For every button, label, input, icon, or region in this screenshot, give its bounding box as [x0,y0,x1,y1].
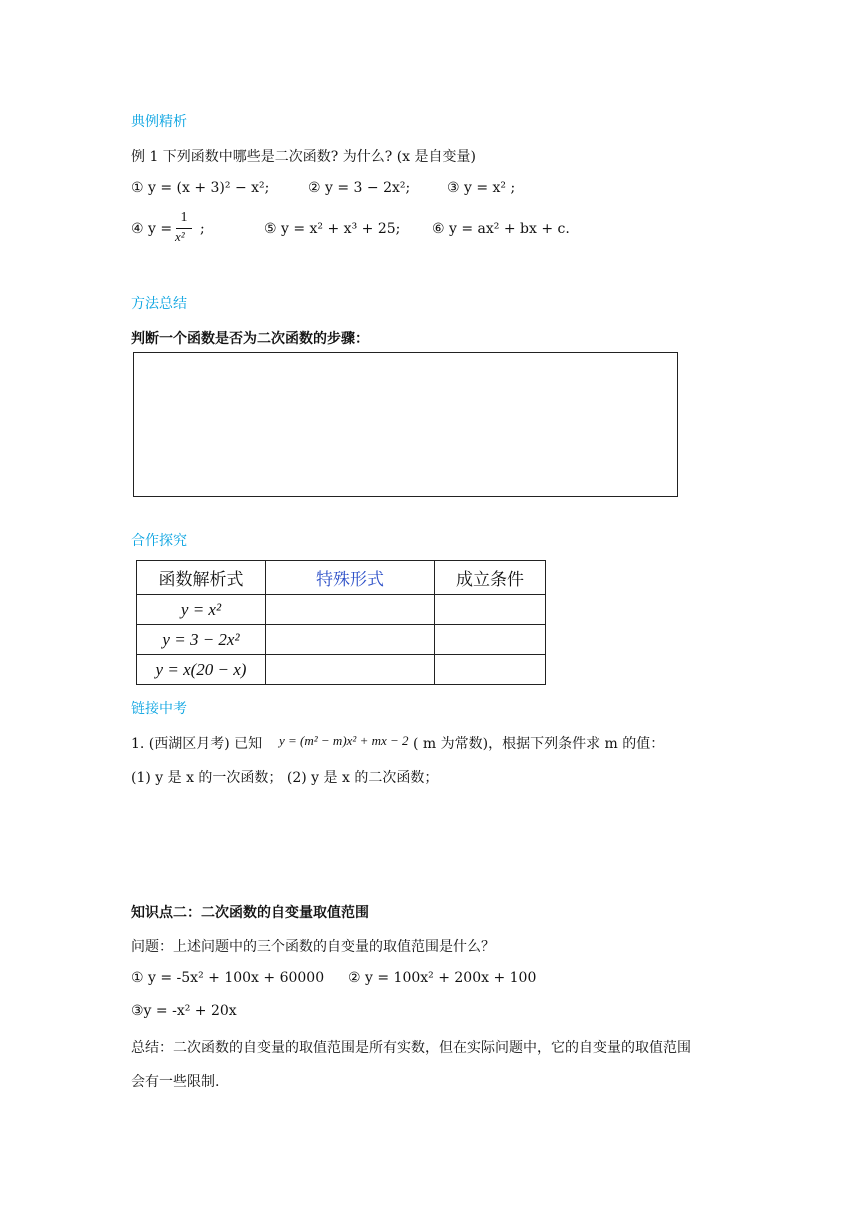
function-item-4-suffix: ; [200,221,205,237]
example-question: 例 1 下列函数中哪些是二次函数? 为什么? (x 是自变量) [131,149,476,165]
table-header-special-form: 特殊形式 [266,561,435,595]
table-header-expression: 函数解析式 [137,561,266,595]
table-cell-condition[interactable] [435,625,546,655]
range-function-1: ① y = -5x² + 100x + 60000 [131,970,325,986]
table-row [137,595,546,625]
table-cell-special-form[interactable] [266,625,435,655]
range-function-3: ③y = -x² + 20x [131,1003,237,1019]
section-title-cooperation: 合作探究 [131,533,187,549]
section-title-exam-link: 链接中考 [131,701,187,717]
table-cell-condition[interactable] [435,595,546,625]
section-title-method: 方法总结 [131,296,187,312]
function-item-5: ⑤ y = x² + x³ + 25; [264,221,401,237]
function-item-6: ⑥ y = ax² + bx + c. [432,221,570,237]
exam-question-formula: y = (m² − m)x² + mx − 2 [279,733,409,748]
table-header-condition: 成立条件 [435,561,546,595]
table-cell-expression: y = x² [137,595,266,625]
exam-question-suffix: ( m 为常数)，根据下列条件求 m 的值： [413,736,665,752]
function-item-4-prefix: ④ y = [131,221,173,237]
function-item-3: ③ y = x² ; [447,180,516,196]
table-cell-condition[interactable] [435,655,546,685]
knowledge-point-title: 知识点二：二次函数的自变量取值范围 [131,905,369,921]
knowledge-question: 问题：上述问题中的三个函数的自变量的取值范围是什么？ [131,939,495,955]
table-cell-expression: y = x(20 − x) [137,655,266,685]
answer-box[interactable] [133,352,678,497]
condition-table [136,560,546,685]
method-prompt: 判断一个函数是否为二次函数的步骤： [131,331,369,347]
table-cell-expression: y = 3 − 2x² [137,625,266,655]
section-title-examples: 典例精析 [131,114,187,130]
table-row [137,625,546,655]
table-cell-special-form[interactable] [266,595,435,625]
fraction-denominator: x² [175,229,185,244]
summary-line-1: 总结：二次函数的自变量的取值范围是所有实数，但在实际问题中，它的自变量的取值范围 [131,1040,691,1056]
exam-question-parts: (1) y 是 x 的一次函数； (2) y 是 x 的二次函数； [131,770,439,786]
table-cell-special-form[interactable] [266,655,435,685]
fraction-numerator: 1 [180,210,188,225]
table-row [137,655,546,685]
function-item-1: ① y = (x + 3)² − x²; [131,180,270,196]
summary-line-2: 会有一些限制. [131,1074,220,1090]
exam-question-prefix: 1. (西湖区月考) 已知 [131,736,263,752]
range-function-2: ② y = 100x² + 200x + 100 [348,970,537,986]
function-item-2: ② y = 3 − 2x²; [308,180,411,196]
